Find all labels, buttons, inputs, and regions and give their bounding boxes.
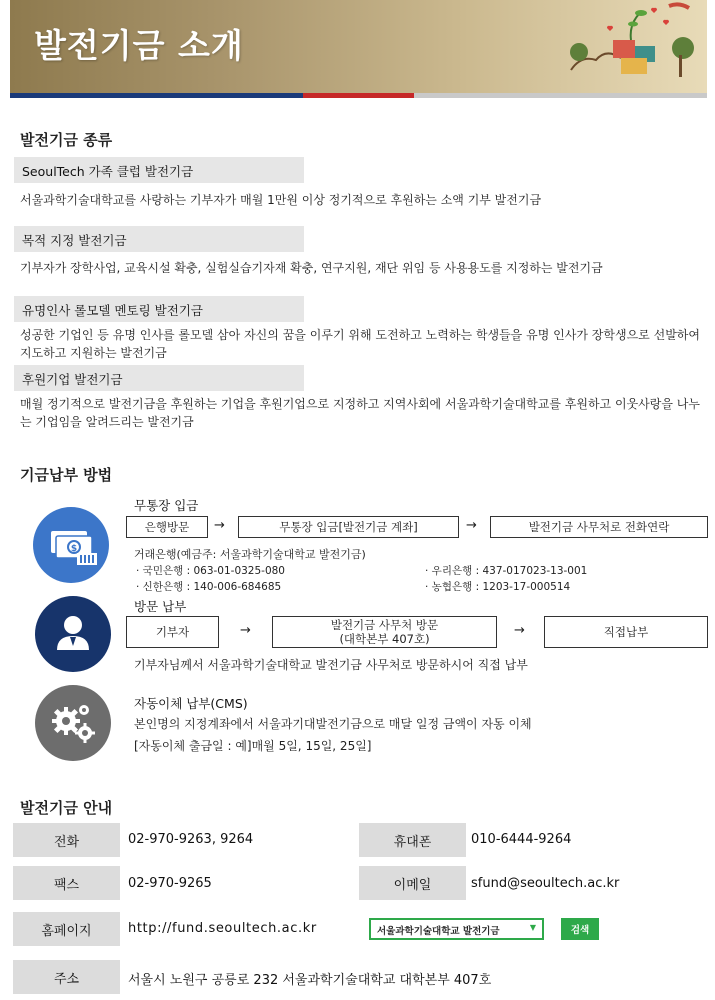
bank-arrow-2: →: [466, 518, 477, 533]
phone-value: 02-970-9263, 9264: [128, 832, 254, 847]
visit-step-1: 기부자: [126, 616, 219, 648]
type-heading-mentoring: 유명인사 롤모델 멘토링 발전기금: [14, 296, 304, 322]
gears-icon: [35, 685, 111, 761]
type-desc-family-club: 서울과학기술대학교를 사랑하는 기부자가 매월 1만원 이상 정기적으로 후원하는 소액 기부 발전기금: [20, 193, 542, 207]
visit-arrow-2: →: [514, 623, 525, 638]
cms-desc: 본인명의 지정계좌에서 서울과기대발전기금으로 매달 일정 금액이 자동 이체: [134, 717, 532, 731]
visit-payment-circle: [35, 596, 111, 672]
bank-account-nonghyup: · 농협은행 : 1203-17-000514: [425, 581, 571, 593]
type-heading-family-club: SeoulTech 가족 클럽 발전기금: [14, 157, 304, 183]
email-value: sfund@seoultech.ac.kr: [471, 876, 620, 891]
mobile-value: 010-6444-9264: [471, 832, 572, 847]
search-button[interactable]: 검색: [561, 918, 599, 940]
methods-section-title: 기금납부 방법: [20, 466, 113, 484]
cms-schedule: [자동이체 출금일 : 예]매월 5일, 15일, 25일]: [134, 739, 372, 753]
bank-transfer-title: 무통장 입금: [134, 498, 199, 513]
fax-label: 팩스: [13, 866, 120, 900]
visit-arrow-1: →: [240, 623, 251, 638]
visit-step-2: [272, 616, 497, 648]
type-desc-sponsor: 매월 정기적으로 발전기금을 후원하는 기업을 후원기업으로 지정하고 지역사회에 서울과학기술대학교를 후원하고 이웃사랑을 나누는 기업임을 알려드리는 발전기금: [20, 397, 700, 429]
homepage-link[interactable]: http://fund.seoultech.ac.kr: [128, 921, 317, 936]
visit-payment-title: 방문 납부: [134, 599, 187, 614]
visit-step-3: 직접납부: [544, 616, 708, 648]
bank-step-2: 무통장 입금[발전기금 계좌]: [238, 516, 459, 538]
types-section-title: 발전기금 종류: [20, 131, 113, 149]
type-desc-designated: 기부자가 장학사업, 교육시설 확충, 실험실습기자재 확충, 연구지원, 재단 위임 등 사용용도를 지정하는 발전기금: [20, 261, 603, 275]
type-desc-mentoring: 성공한 기업인 등 유명 인사를 롤모델 삼아 자신의 꿈을 이루기 위해 도전하고 노력하는 학생들을 유명 인사가 장학생으로 선발하여 지도하고 지원하는 발전기금: [20, 328, 700, 360]
page-title: 발전기금 소개: [34, 26, 244, 65]
money-icon: [33, 507, 109, 583]
site-select-value: 서울과학기술대학교 발전기금: [377, 926, 500, 937]
email-label: 이메일: [359, 866, 466, 900]
fax-value: 02-970-9265: [128, 876, 212, 891]
svg-text:$: $: [70, 544, 78, 554]
visit-desc: 기부자님께서 서울과학기술대학교 발전기금 사무처로 방문하시어 직접 납부: [134, 658, 528, 672]
page-banner: [10, 0, 707, 97]
bank-account-woori: · 우리은행 : 437-017023-13-001: [425, 565, 588, 577]
bank-arrow-1: →: [214, 518, 225, 533]
bank-account-kookmin: · 국민은행 : 063-01-0325-080: [136, 565, 285, 577]
bank-step-3: 발전기금 사무처로 전화연락: [490, 516, 708, 538]
cms-payment-circle: [35, 685, 111, 761]
person-icon: [35, 596, 111, 672]
type-heading-sponsor: 후원기업 발전기금: [14, 365, 304, 391]
mobile-label: 휴대폰: [359, 823, 466, 857]
bank-account-shinhan: · 신한은행 : 140-006-684685: [136, 581, 282, 593]
bank-step-1: 은행방문: [126, 516, 208, 538]
bank-account-holder: 거래은행(예금주: 서울과학기술대학교 발전기금): [134, 548, 366, 561]
visit-step-2-line1: 발전기금 사무처 방문: [330, 618, 439, 632]
chevron-down-icon: ▼: [529, 923, 536, 932]
guide-section-title: 발전기금 안내: [20, 799, 113, 817]
cms-payment-title: 자동이체 납부(CMS): [134, 696, 248, 711]
address-value: 서울시 노원구 공릉로 232 서울과학기술대학교 대학본부 407호: [128, 973, 492, 988]
banner-stripe: [10, 93, 707, 98]
site-select[interactable]: [369, 918, 544, 940]
type-heading-designated: 목적 지정 발전기금: [14, 226, 304, 252]
homepage-label: 홈페이지: [13, 912, 120, 946]
bank-transfer-circle: [33, 507, 109, 583]
visit-step-2-line2: (대학본부 407호): [339, 632, 430, 646]
donation-illustration: [551, 0, 701, 93]
phone-label: 전화: [13, 823, 120, 857]
address-label: 주소: [13, 960, 120, 994]
